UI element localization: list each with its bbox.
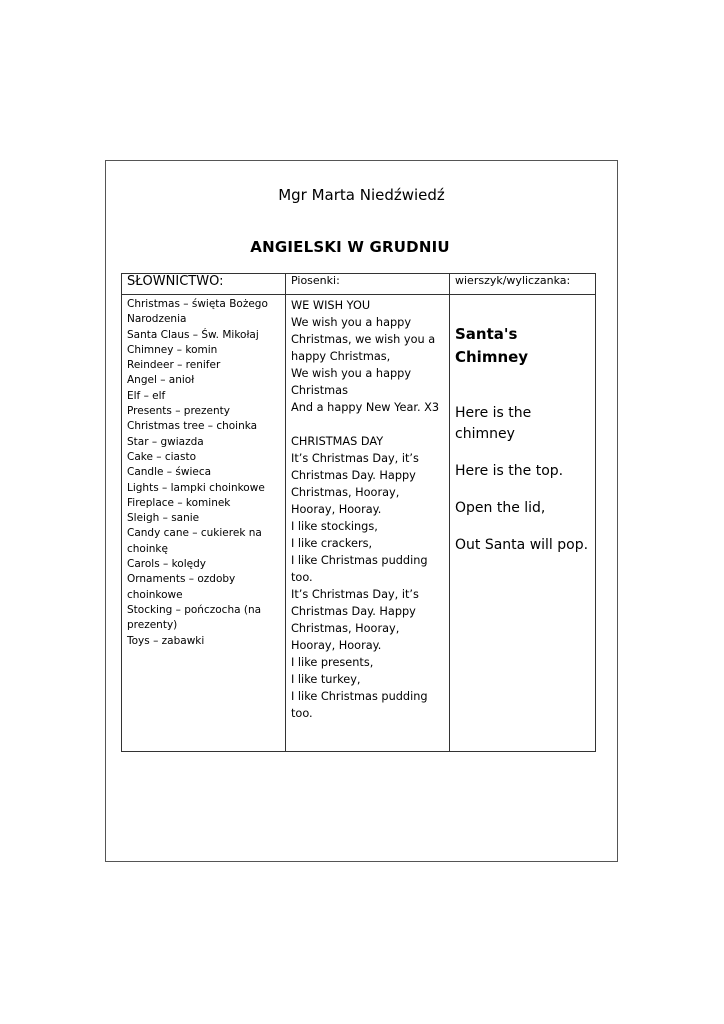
song-title: CHRISTMAS DAY <box>291 435 384 448</box>
list-item: Christmas – święta Bożego Narodzenia <box>127 298 268 326</box>
song-line: I like turkey, <box>291 673 361 686</box>
header-poem: wierszyk/wyliczanka: <box>450 274 596 295</box>
list-item: Lights – lampki choinkowe <box>127 481 265 494</box>
header-songs: Piosenki: <box>286 274 450 295</box>
list-item: Santa Claus – Św. Mikołaj <box>127 328 259 341</box>
list-item: Presents – prezenty <box>127 405 230 418</box>
song-title: WE WISH YOU <box>291 299 371 312</box>
list-item: Cake – ciasto <box>127 450 196 463</box>
poem-cell <box>450 295 596 752</box>
list-item: Chimney – komin <box>127 343 218 356</box>
list-item: Candy cane – cukierek na choinkę <box>127 527 262 555</box>
poem-line: Out Santa will pop. <box>455 537 589 553</box>
document-title: ANGIELSKI W GRUDNIU <box>250 238 450 256</box>
table-header-row <box>122 274 596 295</box>
song-spacer <box>291 416 444 433</box>
list-item: Stocking – pończocha (na prezenty) <box>127 603 262 632</box>
list-item: Fireplace – kominek <box>127 496 231 509</box>
poem-spacer <box>455 445 590 461</box>
song-line: I like Christmas pudding too. <box>291 690 428 720</box>
song-line: I like Christmas pudding too. <box>291 554 428 584</box>
list-item: Christmas tree – choinka <box>127 420 258 433</box>
songs-cell <box>286 295 450 752</box>
list-item: Carols – kolędy <box>127 558 206 571</box>
header-vocabulary: SŁOWNICTWO: <box>122 274 286 295</box>
song-line: We wish you a happy Christmas <box>291 367 412 397</box>
song-line: I like stockings, <box>291 520 378 533</box>
poem-spacer <box>455 519 590 535</box>
poem-line: Open the lid, <box>455 500 546 516</box>
songs-list <box>291 295 444 722</box>
song-line: I like crackers, <box>291 537 373 550</box>
song-line: And a happy New Year. X3 <box>291 401 440 414</box>
song-line: It’s Christmas Day, it’s Christmas Day. Happy Christmas, Hooray, Hooray, Hooray. <box>291 452 419 516</box>
song-line: We wish you a happy Christmas, we wish you a happy Christmas, <box>291 316 436 363</box>
author-name: Mgr Marta Niedźwiedź <box>278 186 445 204</box>
list-item: Sleigh – sanie <box>127 512 200 525</box>
poem-line: Here is the top. <box>455 463 564 479</box>
list-item: Elf – elf <box>127 389 166 402</box>
list-item: Reindeer – renifer <box>127 359 221 372</box>
poem-line: Here is the chimney <box>455 405 532 442</box>
list-item: Angel – anioł <box>127 374 195 387</box>
list-item: Ornaments – ozdoby choinkowe <box>127 573 236 601</box>
poem-spacer <box>455 369 590 403</box>
content-table <box>121 273 596 752</box>
song-line: I like presents, <box>291 656 374 669</box>
song-line: It’s Christmas Day, it’s Christmas Day. Happy Christmas, Hooray, Hooray, Hooray. <box>291 588 419 652</box>
vocabulary-list <box>127 295 280 649</box>
poem-title: Santa's Chimney <box>455 325 529 366</box>
vocabulary-cell <box>122 295 286 752</box>
list-item: Star – gwiazda <box>127 435 204 448</box>
list-item: Toys – zabawki <box>127 634 205 647</box>
poem-spacer <box>455 482 590 498</box>
poem-block <box>455 295 590 556</box>
table-body-row <box>122 295 596 752</box>
list-item: Candle – świeca <box>127 466 212 479</box>
